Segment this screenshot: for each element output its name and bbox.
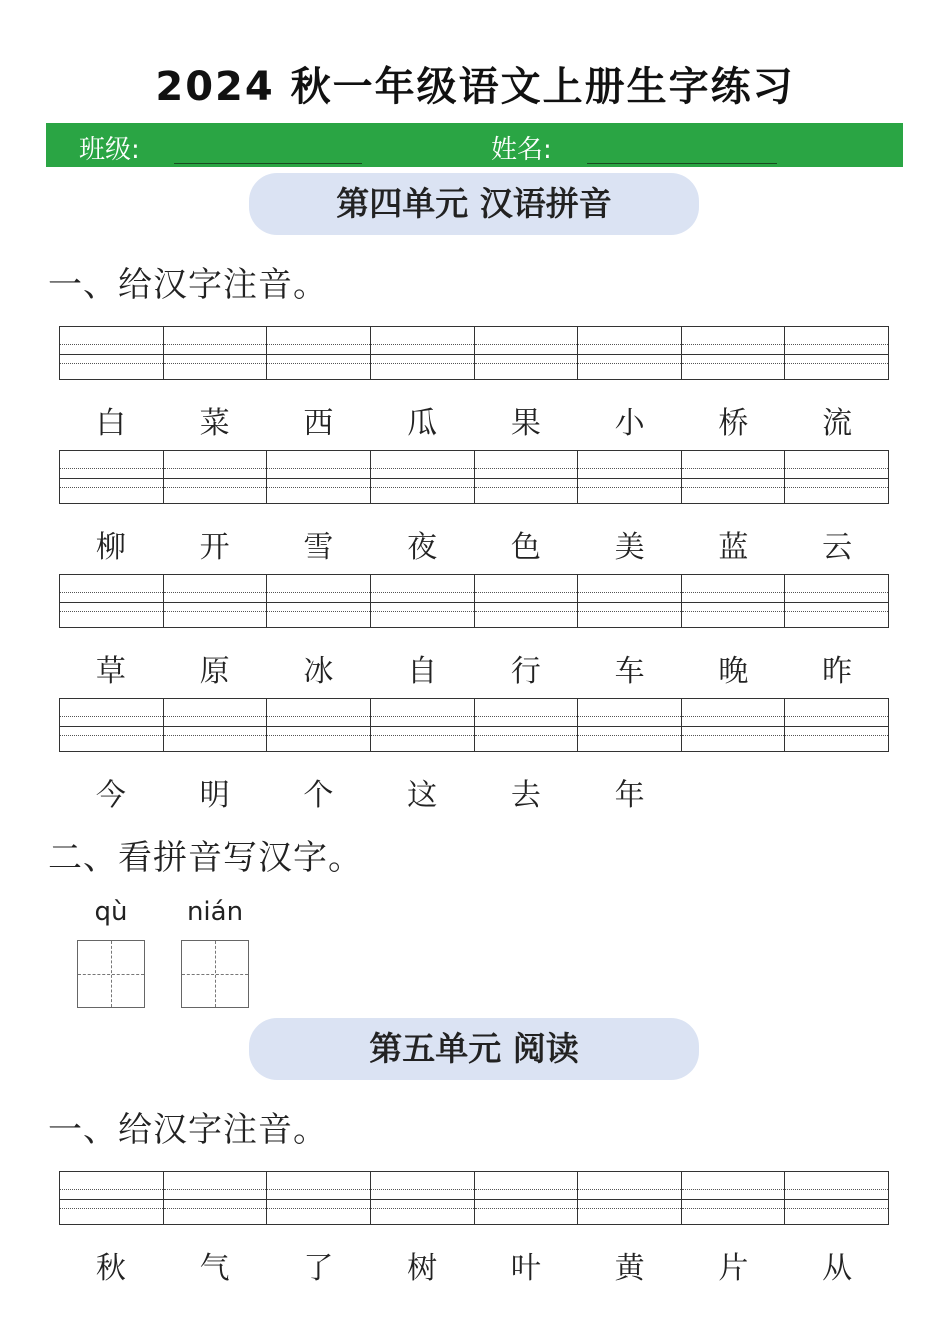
pinyin-writing-cell[interactable] (371, 698, 475, 752)
chinese-character: 这 (407, 778, 438, 813)
pinyin-writing-row (59, 326, 889, 380)
tianzi-writing-box[interactable] (77, 940, 145, 1008)
chinese-character: 菜 (199, 406, 230, 441)
chinese-character: 气 (199, 1251, 230, 1286)
pinyin-writing-cell[interactable] (371, 574, 475, 628)
pinyin-label: qù (94, 897, 128, 927)
chinese-character: 小 (614, 406, 645, 441)
pinyin-writing-cell[interactable] (267, 450, 371, 504)
pinyin-writing-cell[interactable] (475, 698, 579, 752)
pinyin-writing-cell[interactable] (164, 574, 268, 628)
pinyin-writing-cell[interactable] (59, 326, 164, 380)
chinese-character: 夜 (407, 530, 438, 565)
class-blank[interactable] (174, 163, 362, 164)
chinese-character: 蓝 (718, 530, 749, 565)
chinese-character: 明 (199, 778, 230, 813)
pinyin-writing-cell[interactable] (267, 1171, 371, 1225)
pinyin-writing-cell[interactable] (59, 450, 164, 504)
chinese-character (682, 770, 786, 814)
pinyin-writing-cell[interactable] (578, 450, 682, 504)
chinese-character: 柳 (95, 530, 126, 565)
pinyin-writing-cell[interactable] (578, 1171, 682, 1225)
character-row (59, 398, 889, 442)
chinese-character: 草 (95, 654, 126, 689)
chinese-character: 叶 (510, 1251, 541, 1286)
pinyin-writing-cell[interactable] (164, 326, 268, 380)
pinyin-writing-row (59, 698, 889, 752)
character-row (59, 770, 889, 814)
chinese-character: 自 (407, 654, 438, 689)
chinese-character: 雪 (303, 530, 334, 565)
chinese-character: 树 (407, 1251, 438, 1286)
chinese-character: 原 (199, 654, 230, 689)
chinese-character: 桥 (718, 406, 749, 441)
unit4-title: 第四单元 汉语拼音 (249, 173, 699, 235)
pinyin-writing-cell[interactable] (475, 574, 579, 628)
pinyin-writing-cell[interactable] (785, 574, 889, 628)
unit5-section1-heading: 一、给汉字注音。 (48, 1110, 328, 1150)
pinyin-writing-cell[interactable] (59, 574, 164, 628)
class-label: 班级: (79, 135, 140, 165)
chinese-character: 年 (614, 778, 645, 813)
chinese-character: 昨 (822, 654, 853, 689)
chinese-character: 开 (199, 530, 230, 565)
pinyin-writing-cell[interactable] (578, 326, 682, 380)
pinyin-writing-cell[interactable] (682, 698, 786, 752)
pinyin-writing-cell[interactable] (371, 1171, 475, 1225)
chinese-character: 从 (822, 1251, 853, 1286)
pinyin-writing-cell[interactable] (785, 450, 889, 504)
chinese-character: 个 (303, 778, 334, 813)
chinese-character: 秋 (95, 1251, 126, 1286)
pinyin-writing-cell[interactable] (267, 326, 371, 380)
chinese-character: 晚 (718, 654, 749, 689)
chinese-character: 云 (822, 530, 853, 565)
pinyin-writing-row (59, 574, 889, 628)
pinyin-writing-cell[interactable] (164, 698, 268, 752)
pinyin-label: nián (186, 897, 244, 927)
name-label: 姓名: (491, 135, 552, 165)
chinese-character: 色 (510, 530, 541, 565)
character-row (59, 522, 889, 566)
chinese-character: 白 (95, 406, 126, 441)
pinyin-writing-cell[interactable] (682, 450, 786, 504)
chinese-character: 冰 (303, 654, 334, 689)
pinyin-writing-cell[interactable] (59, 1171, 164, 1225)
pinyin-writing-cell[interactable] (371, 450, 475, 504)
chinese-character: 车 (614, 654, 645, 689)
header-bar (46, 123, 903, 167)
pinyin-writing-cell[interactable] (164, 450, 268, 504)
pinyin-writing-cell[interactable] (371, 326, 475, 380)
pinyin-writing-cell[interactable] (59, 698, 164, 752)
chinese-character: 片 (718, 1251, 749, 1286)
chinese-character: 果 (510, 406, 541, 441)
chinese-character: 行 (510, 654, 541, 689)
pinyin-writing-cell[interactable] (578, 574, 682, 628)
pinyin-writing-cell[interactable] (682, 574, 786, 628)
unit4-section1-heading: 一、给汉字注音。 (48, 265, 328, 305)
chinese-character: 美 (614, 530, 645, 565)
pinyin-writing-cell[interactable] (682, 1171, 786, 1225)
tianzi-writing-box[interactable] (181, 940, 249, 1008)
chinese-character: 瓜 (407, 406, 438, 441)
pinyin-writing-cell[interactable] (475, 1171, 579, 1225)
name-blank[interactable] (587, 163, 777, 164)
pinyin-writing-cell[interactable] (785, 698, 889, 752)
pinyin-writing-cell[interactable] (475, 326, 579, 380)
pinyin-writing-cell[interactable] (267, 698, 371, 752)
chinese-character: 黄 (614, 1251, 645, 1286)
character-row (59, 646, 889, 690)
pinyin-writing-cell[interactable] (164, 1171, 268, 1225)
pinyin-writing-cell[interactable] (785, 1171, 889, 1225)
pinyin-writing-row (59, 1171, 889, 1225)
chinese-character: 西 (303, 406, 334, 441)
pinyin-writing-cell[interactable] (682, 326, 786, 380)
chinese-character: 今 (95, 778, 126, 813)
character-row (59, 1243, 889, 1287)
chinese-character (785, 770, 889, 814)
chinese-character: 流 (822, 406, 853, 441)
unit4-section2-heading: 二、看拼音写汉字。 (48, 838, 363, 878)
pinyin-writing-cell[interactable] (578, 698, 682, 752)
chinese-character: 了 (303, 1251, 334, 1286)
pinyin-writing-cell[interactable] (785, 326, 889, 380)
pinyin-writing-row (59, 450, 889, 504)
unit5-title: 第五单元 阅读 (249, 1018, 699, 1080)
chinese-character: 去 (510, 778, 541, 813)
page-title: 2024 秋一年级语文上册生字练习 (155, 64, 795, 110)
pinyin-writing-cell[interactable] (267, 574, 371, 628)
pinyin-writing-cell[interactable] (475, 450, 579, 504)
